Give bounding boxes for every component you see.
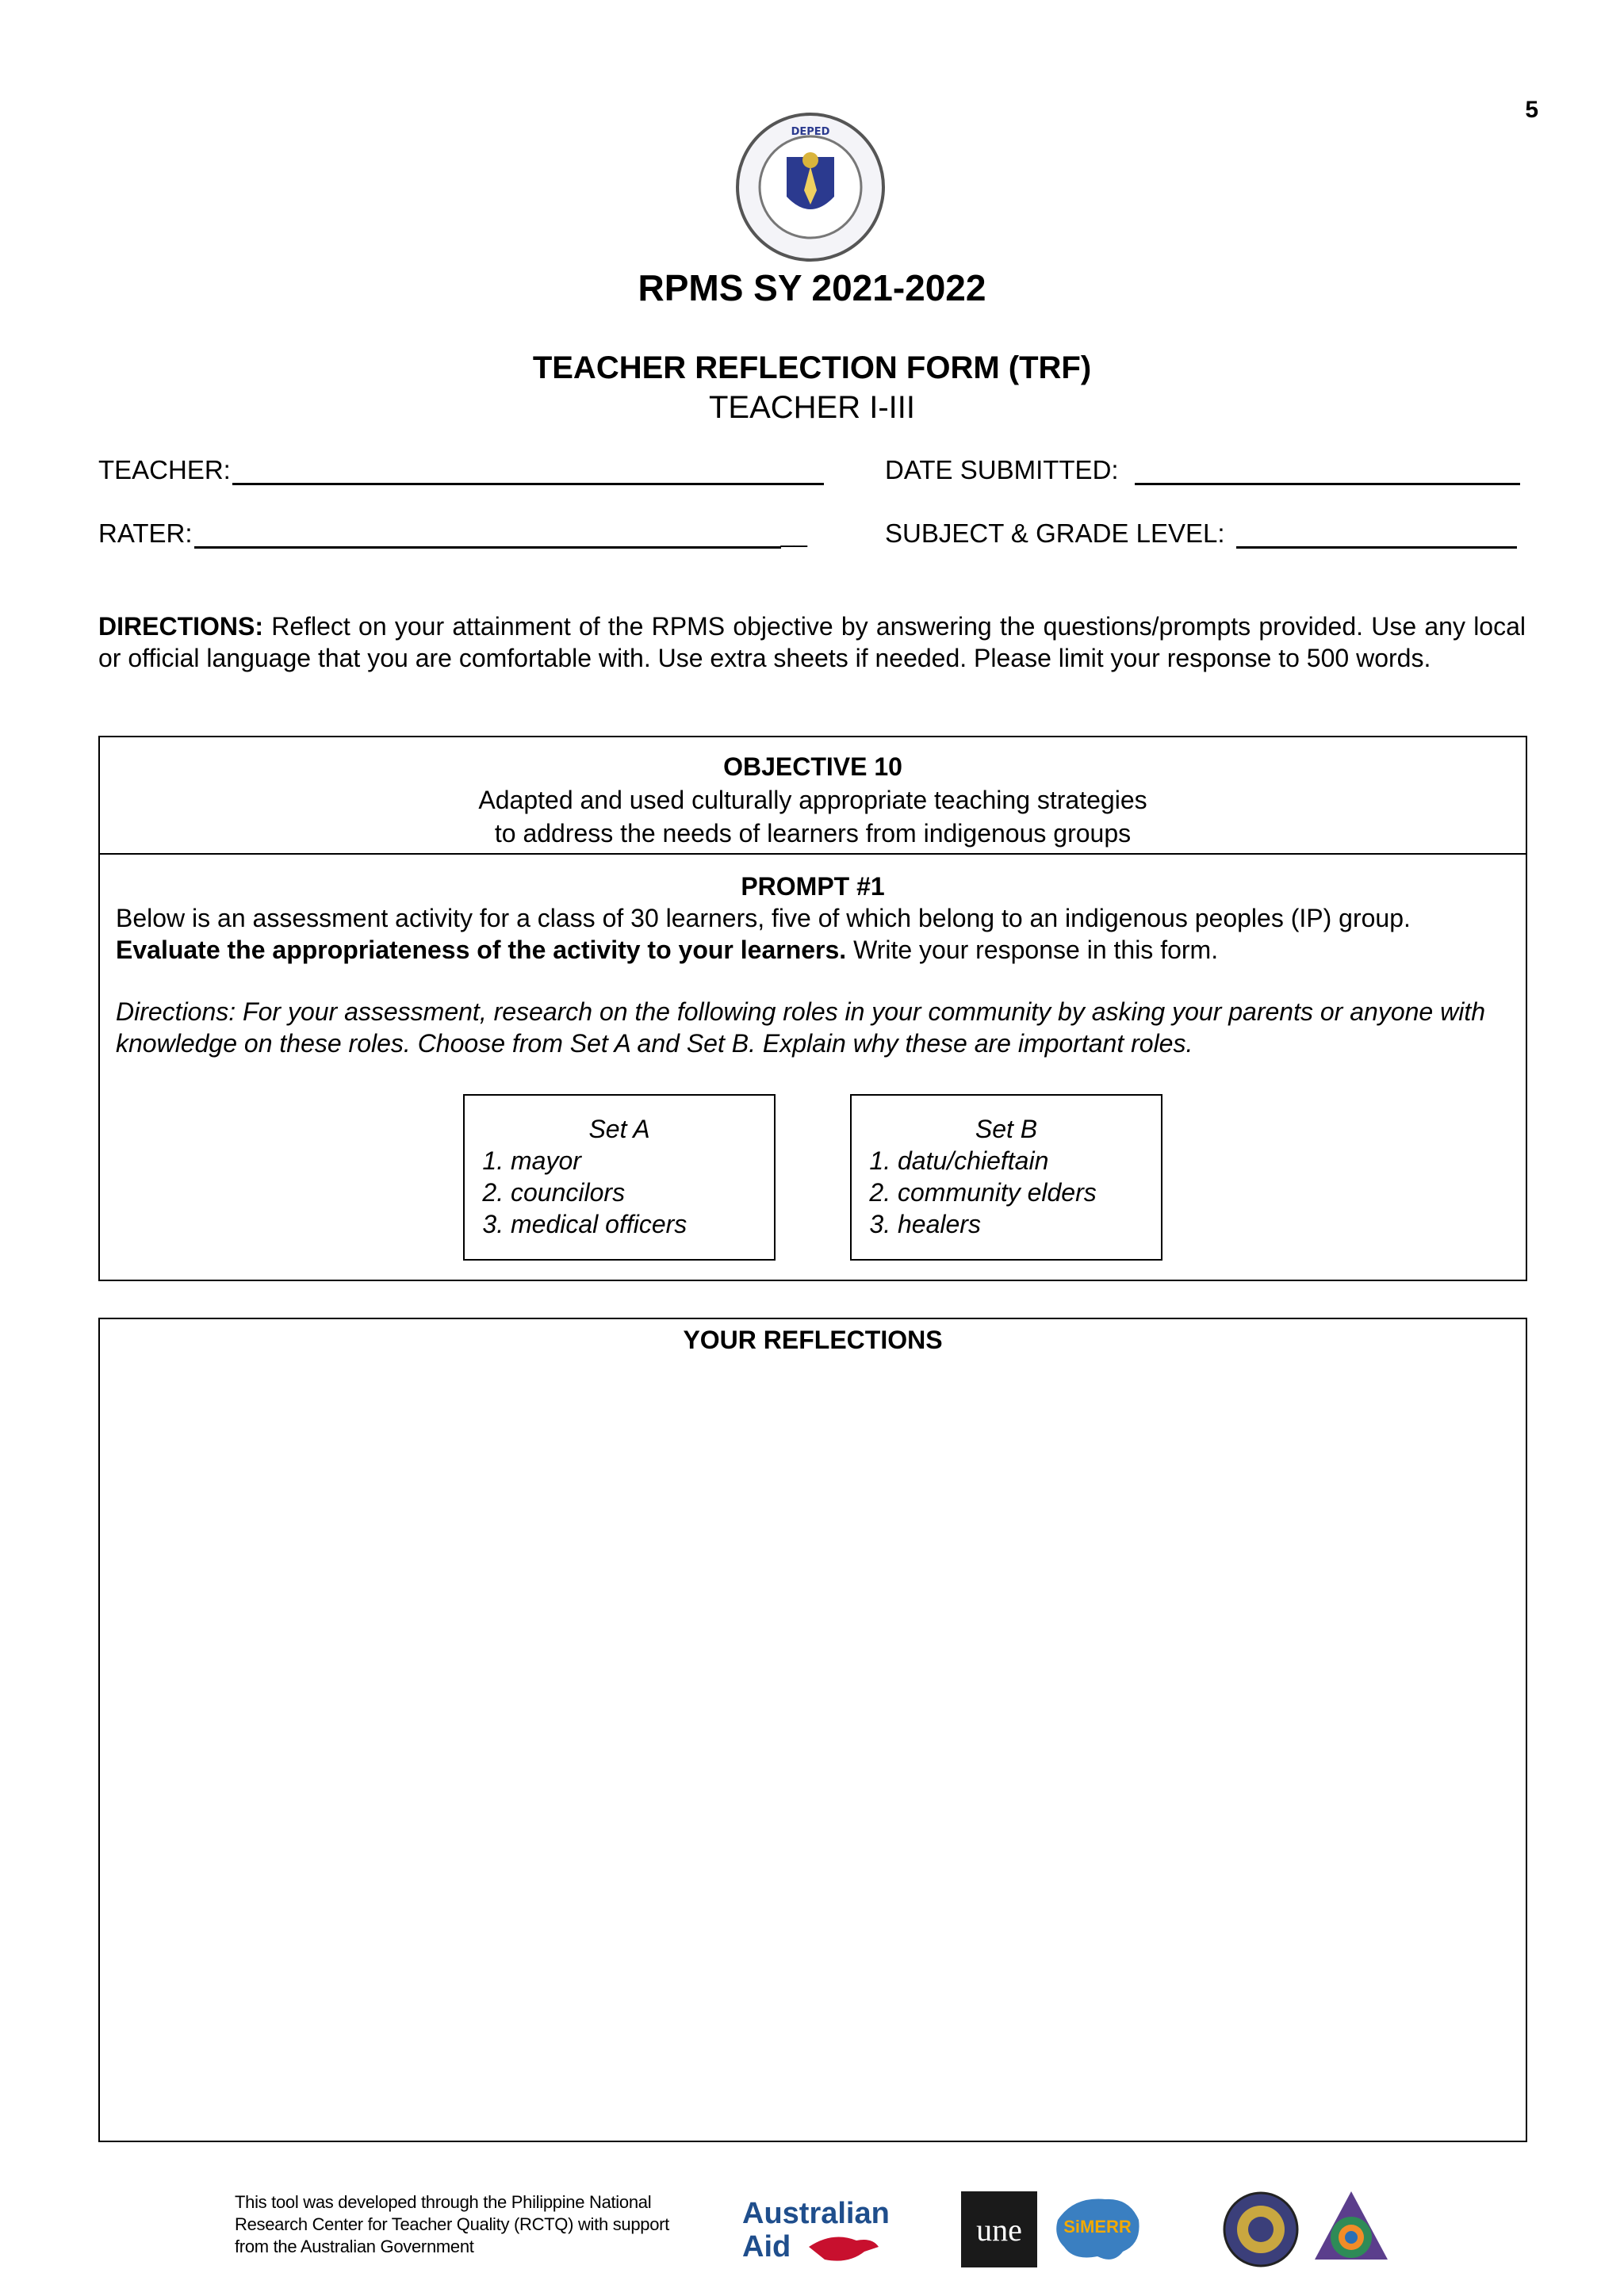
footer-line-1: This tool was developed through the Philippine National	[235, 2192, 652, 2212]
prompt-section	[100, 855, 1526, 1059]
australian-aid-line-2: Aid	[742, 2230, 791, 2263]
list-item: 3. healers	[898, 1208, 1147, 1240]
page-title: RPMS SY 2021-2022	[638, 267, 986, 308]
date-submitted-label: DATE SUBMITTED:	[885, 455, 1119, 484]
rater-label: RATER:	[98, 519, 193, 548]
date-submitted-input-line[interactable]	[1135, 456, 1520, 485]
subject-grade-input-line[interactable]	[1236, 519, 1517, 549]
directions	[98, 610, 1526, 674]
list-item: 1. datu/chieftain	[898, 1145, 1147, 1177]
deped-seal-icon	[734, 111, 887, 263]
pnu-logo-icon	[1310, 2187, 1392, 2269]
teacher-field	[98, 455, 824, 485]
subject-grade-label: SUBJECT & GRADE LEVEL:	[885, 519, 1225, 548]
list-item: 2. councilors	[511, 1177, 760, 1208]
list-item: 3. medical officers	[511, 1208, 760, 1240]
footer-line-3: from the Australian Government	[235, 2237, 474, 2256]
list-item: 1. mayor	[511, 1145, 760, 1177]
australian-aid-line-1: Australian	[742, 2197, 890, 2230]
reflections-title: YOUR REFLECTIONS	[683, 1326, 943, 1354]
australian-aid-logo	[737, 2191, 896, 2267]
set-b-box	[850, 1094, 1162, 1261]
objective-box	[98, 736, 1527, 1281]
rater-tail: __	[780, 522, 807, 548]
form-title: TEACHER REFLECTION FORM (TRF)	[532, 350, 1092, 385]
directions-label: DIRECTIONS:	[98, 612, 263, 641]
footer-line-2: Research Center for Teacher Quality (RCTQ) with support	[235, 2214, 669, 2234]
une-logo-text: une	[976, 2211, 1022, 2248]
prompt-bold-text: Evaluate the appropriateness of the activity to your learners.	[116, 936, 847, 964]
rater-input-line[interactable]	[194, 519, 781, 549]
une-logo	[961, 2191, 1037, 2267]
list-item: 2. community elders	[898, 1177, 1147, 1208]
prompt-title: PROMPT #1	[741, 872, 885, 901]
teacher-input-line[interactable]	[232, 456, 824, 485]
simerr-logo-text: SiMERR	[1063, 2217, 1132, 2237]
set-a-title: Set A	[588, 1115, 650, 1143]
form-subtitle: TEACHER I-III	[708, 390, 916, 425]
prompt-text-2: Write your response in this form.	[846, 936, 1219, 964]
svg-text:DEPED: DEPED	[791, 126, 830, 138]
reflections-box[interactable]	[98, 1318, 1527, 2142]
set-a-list	[479, 1145, 760, 1240]
objective-line-2: to address the needs of learners from indigenous groups	[494, 819, 1132, 848]
rater-field	[98, 519, 807, 549]
prompt-italic-directions: Directions: For your assessment, research on the following roles in your community by asking your parents or anyone with knowledge on these roles. Choose from Set A and Set B. Explain why these are important roles.	[116, 997, 1485, 1058]
prompt-text	[116, 902, 1510, 966]
date-submitted-field	[885, 455, 1520, 485]
rctq-seal-icon	[1221, 2190, 1300, 2269]
set-b-list	[866, 1145, 1147, 1240]
set-b-title: Set B	[975, 1115, 1038, 1143]
set-a-box	[463, 1094, 776, 1261]
subject-grade-field	[885, 519, 1517, 549]
simerr-logo	[1050, 2188, 1145, 2271]
directions-text: Reflect on your attainment of the RPMS objective by answering the questions/prompts provided. Use any local or official language that you are comfortable with. Use extra sheets if needed. Please limit your response to 500 words.	[98, 612, 1526, 672]
objective-line-1: Adapted and used culturally appropriate teaching strategies	[478, 786, 1147, 814]
objective-title: OBJECTIVE 10	[723, 752, 902, 781]
objective-header	[100, 737, 1526, 855]
teacher-label: TEACHER:	[98, 455, 231, 484]
prompt-text-1: Below is an assessment activity for a class of 30 learners, five of which belong to an indigenous peoples (IP) group.	[116, 904, 1411, 932]
footer-credit	[235, 2191, 710, 2258]
page-number: 5	[1525, 97, 1538, 123]
